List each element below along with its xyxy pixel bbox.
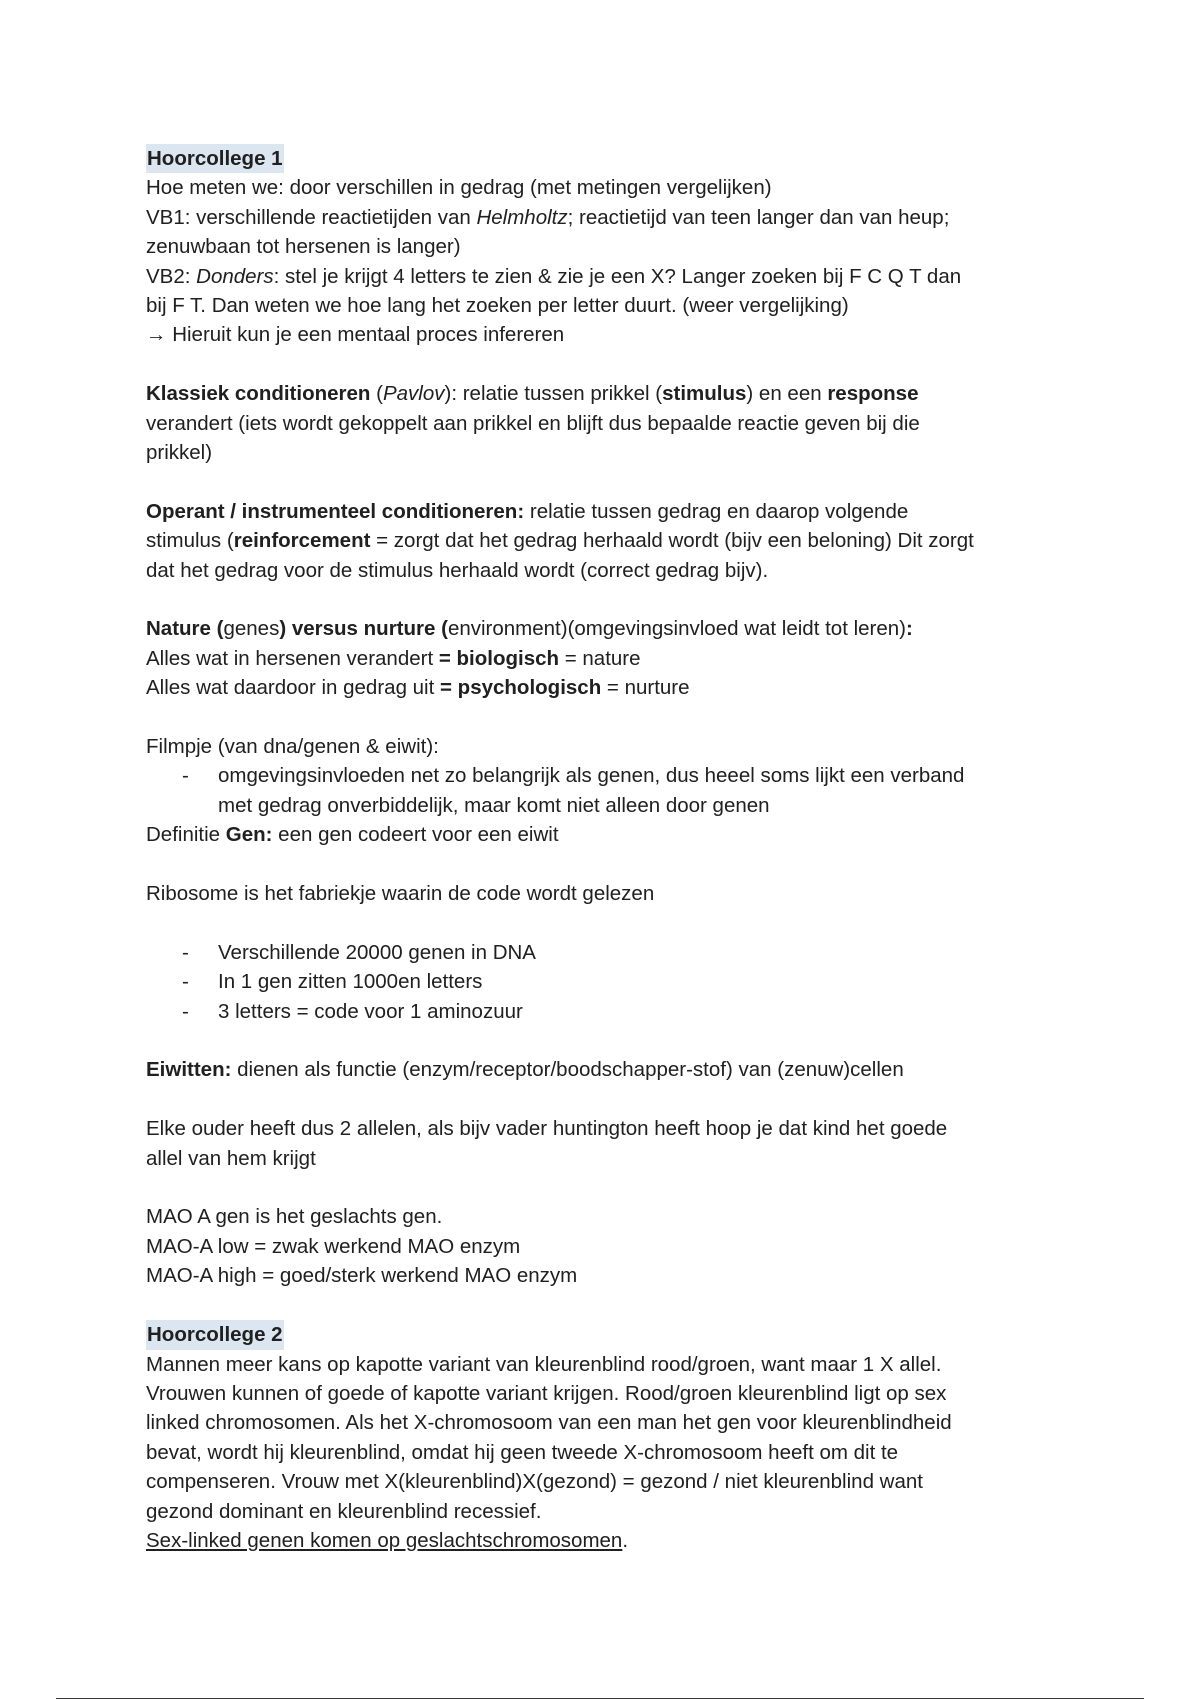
text-span: Alles wat in hersenen verandert [146, 646, 439, 670]
paragraph-line [146, 644, 1076, 673]
paragraph-line [146, 820, 1076, 849]
dash-bullet: - [182, 999, 189, 1023]
term-response: response [827, 382, 919, 406]
paragraph-line: linked chromosomen. Als het X-chromosoom van een man het gen voor kleurenblindheid [146, 1411, 952, 1435]
term-psychologisch: = psychologisch [440, 676, 602, 700]
paragraph-line: Elke ouder heeft dus 2 allelen, als bijv vader huntington heeft hoop je dat kind het goede [146, 1117, 948, 1141]
paragraph-line [146, 673, 1076, 702]
paragraph-line [146, 526, 1076, 555]
paragraph-line: bij F T. Dan weten we hoe lang het zoeken per letter duurt. (weer vergelijking) [146, 294, 849, 318]
document-page [146, 144, 1076, 1555]
text-span: ; reactietijd van teen langer dan van heup; [567, 205, 950, 229]
section-heading-hoorcollege-2: Hoorcollege 2 [146, 1320, 284, 1349]
paragraph-line: MAO A gen is het geslachts gen. [146, 1205, 443, 1229]
text-span: . [622, 1528, 629, 1552]
text-span: stimulus ( [146, 529, 234, 553]
spacer [146, 908, 1076, 937]
text-span: VB2: [146, 264, 197, 288]
paragraph-line [146, 497, 1076, 526]
list-item-text: In 1 gen zitten 1000en letters [218, 970, 483, 994]
term-eiwitten: Eiwitten: [146, 1058, 232, 1082]
term-operant-conditioneren: Operant / instrumenteel conditioneren: [146, 499, 525, 523]
text-span: Alles wat daardoor in gedrag uit [146, 676, 441, 700]
text-span: = nature [559, 646, 641, 670]
spacer [146, 467, 1076, 496]
list-item-text: 3 letters = code voor 1 aminozuur [218, 999, 523, 1023]
paragraph-line [146, 203, 1076, 232]
heading-row [146, 1320, 1076, 1349]
paragraph-line: Hoe meten we: door verschillen in gedrag (met metingen vergelijken) [146, 176, 772, 200]
text-span: genes [223, 617, 280, 641]
spacer [146, 1085, 1076, 1114]
spacer [146, 350, 1076, 379]
paragraph-line: prikkel) [146, 441, 213, 465]
paragraph-line: Ribosome is het fabriekje waarin de code wordt gelezen [146, 882, 655, 906]
term-nature: Nature ( [146, 617, 224, 641]
list-item [146, 761, 978, 820]
spacer [146, 1291, 1076, 1320]
dash-bullet: - [182, 970, 189, 994]
paragraph-line: Mannen meer kans op kapotte variant van kleurenblind rood/groen, want maar 1 X allel. [146, 1352, 942, 1376]
term-gen: Gen: [225, 823, 273, 847]
paragraph-line: Vrouwen kunnen of goede of kapotte variant krijgen. Rood/groen kleurenblind ligt op sex [146, 1381, 947, 1405]
paragraph-line: compenseren. Vrouw met X(kleurenblind)X(gezond) = gezond / niet kleurenblind want [146, 1470, 923, 1494]
text-colon: : [906, 617, 913, 641]
underlined-conclusion: Sex-linked genen komen op geslachtschromosomen [146, 1528, 623, 1552]
term-biologisch: = biologisch [438, 646, 560, 670]
paragraph-line: allel van hem krijgt [146, 1146, 316, 1170]
heading-row [146, 144, 1076, 173]
text-span: een gen codeert voor een eiwit [272, 823, 559, 847]
spacer [146, 850, 1076, 879]
paragraph-line [146, 1055, 1076, 1084]
bullet-list [146, 938, 1076, 1026]
paragraph-line: Filmpje (van dna/genen & eiwit): [146, 735, 439, 759]
paragraph-line [146, 1526, 1076, 1555]
paragraph-line-arrow: → Hieruit kun je een mentaal proces infereren [146, 323, 565, 347]
italic-name-donders: Donders [196, 264, 274, 288]
list-item [146, 997, 1076, 1026]
paragraph-line: verandert (iets wordt gekoppelt aan prikkel en blijft dus bepaalde reactie geven bij die [146, 411, 920, 435]
text-span: relatie tussen gedrag en daarop volgende [524, 499, 909, 523]
text-span: Definitie [146, 823, 226, 847]
bullet-list [146, 761, 1076, 820]
term-reinforcement: reinforcement [233, 529, 371, 553]
section-heading-hoorcollege-1: Hoorcollege 1 [146, 144, 284, 173]
text-span: ( [370, 382, 383, 406]
page-bottom-rule [56, 1698, 1144, 1699]
list-item-text: Verschillende 20000 genen in DNA [218, 940, 536, 964]
paragraph-line: dat het gedrag voor de stimulus herhaald wordt (correct gedrag bijv). [146, 558, 769, 582]
paragraph-line: MAO-A low = zwak werkend MAO enzym [146, 1234, 521, 1258]
list-item [146, 967, 1076, 996]
list-item-text: omgevingsinvloeden net zo belangrijk als genen, dus heeel soms lijkt een verband met gedrag onverbiddelijk, maar komt niet alleen door genen [218, 764, 965, 817]
text-span: = zorgt dat het gedrag herhaald wordt (bijv een beloning) Dit zorgt [370, 529, 974, 553]
list-item [146, 938, 1076, 967]
dash-bullet: - [182, 940, 189, 964]
italic-name-helmholtz: Helmholtz [476, 205, 568, 229]
paragraph-line [146, 379, 1076, 408]
spacer [146, 703, 1076, 732]
text-span: = nurture [601, 676, 690, 700]
spacer [146, 1026, 1076, 1055]
paragraph-line [146, 262, 1076, 291]
paragraph-line: zenuwbaan tot hersenen is langer) [146, 235, 461, 259]
term-stimulus: stimulus [662, 382, 747, 406]
text-span: : stel je krijgt 4 letters te zien & zie je een X? Langer zoeken bij F C Q T dan [273, 264, 962, 288]
paragraph-line [146, 614, 1076, 643]
text-span: environment)(omgevingsinvloed wat leidt tot leren) [447, 617, 906, 641]
paragraph-line: MAO-A high = goed/sterk werkend MAO enzym [146, 1264, 578, 1288]
text-span: dienen als functie (enzym/receptor/boodschapper-stof) van (zenuw)cellen [231, 1058, 904, 1082]
spacer [146, 585, 1076, 614]
dash-bullet: - [182, 764, 189, 788]
term-versus-nurture: ) versus nurture ( [279, 617, 448, 641]
text-span: VB1: verschillende reactietijden van [146, 205, 477, 229]
text-span: ): relatie tussen prikkel ( [444, 382, 663, 406]
paragraph-line: bevat, wordt hij kleurenblind, omdat hij geen tweede X-chromosoom heeft om dit te [146, 1440, 899, 1464]
term-klassiek-conditioneren: Klassiek conditioneren [146, 382, 371, 406]
italic-name-pavlov: Pavlov [382, 382, 445, 406]
paragraph-line: gezond dominant en kleurenblind recessief. [146, 1499, 542, 1523]
spacer [146, 1173, 1076, 1202]
text-span: ) en een [746, 382, 828, 406]
